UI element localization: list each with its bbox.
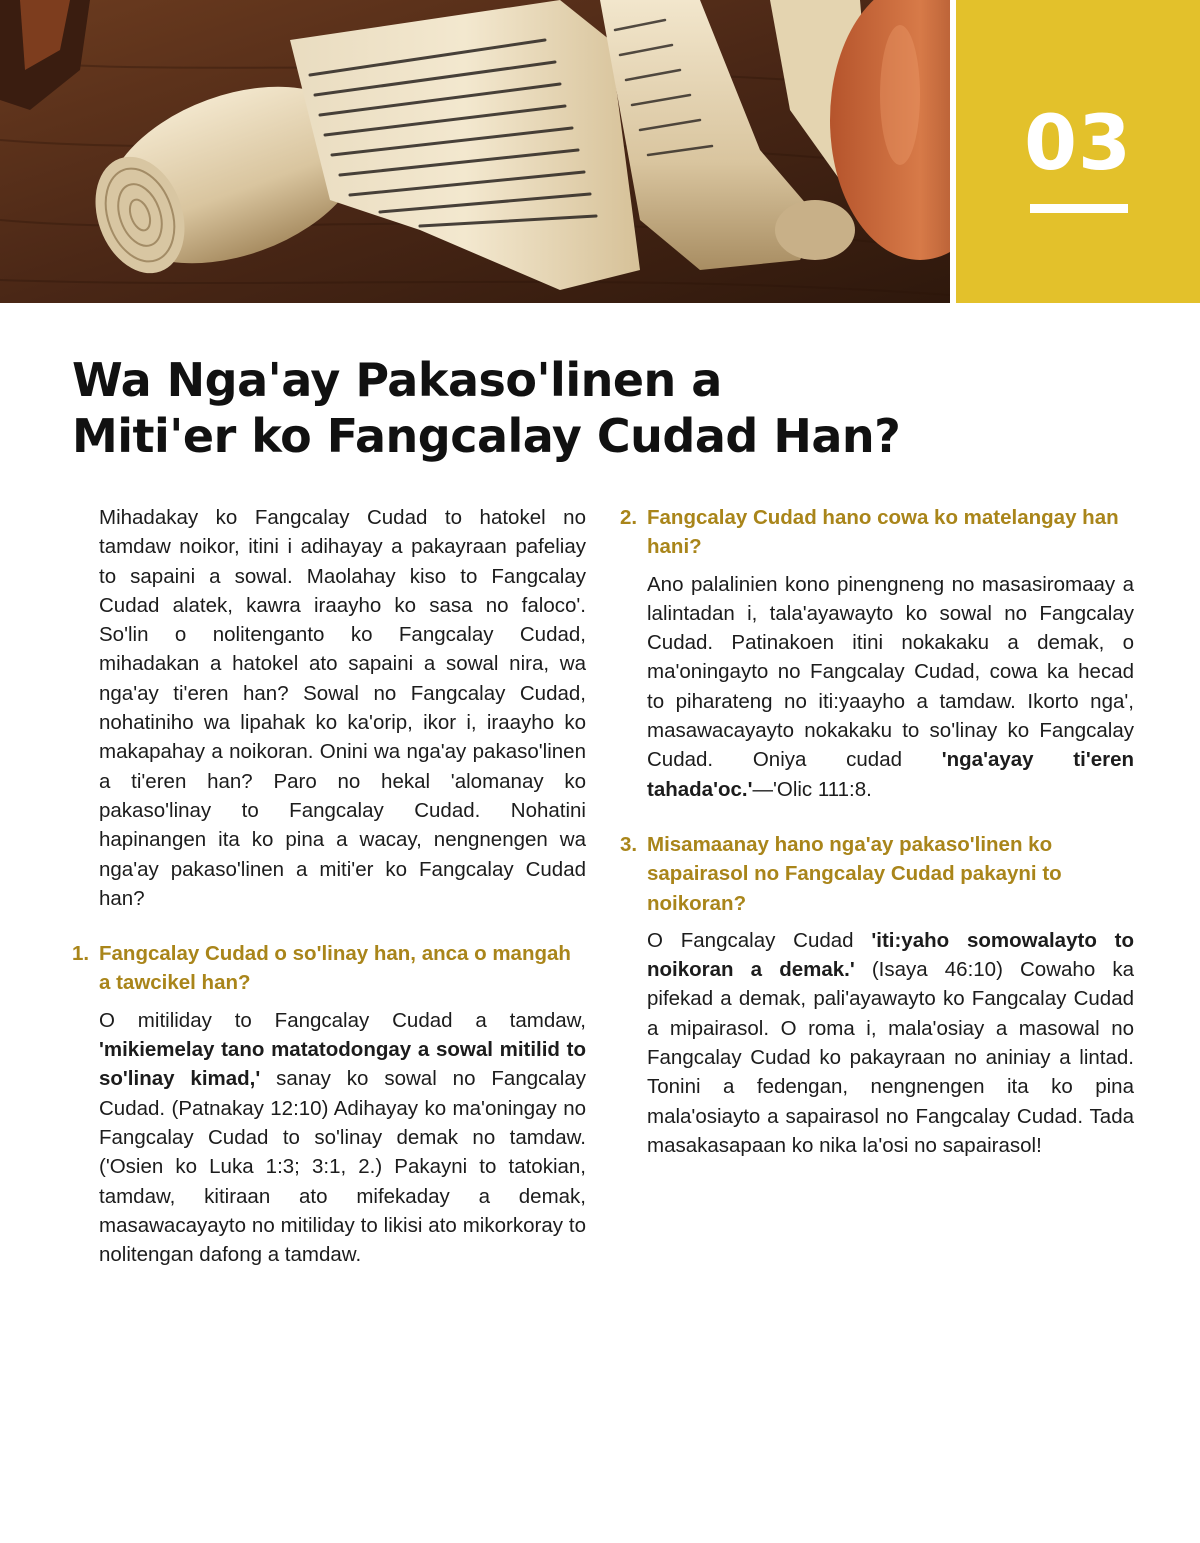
section-1-text-a: O mitiliday to Fangcalay Cudad a tamdaw, bbox=[99, 1008, 586, 1032]
section-3-quote: 'iti:yaho somowalayto to noikoran a demak.' bbox=[647, 928, 1135, 982]
scrolls-illustration bbox=[0, 0, 950, 303]
section-1-body bbox=[99, 1006, 586, 1270]
section-2-question: Fangcalay Cudad hano cowa ko matelangay han hani? bbox=[647, 506, 1119, 559]
right-column bbox=[620, 503, 1134, 1160]
page-title bbox=[72, 352, 972, 464]
section-3-text-a: O Fangcalay Cudad bbox=[647, 928, 872, 952]
chapter-underline bbox=[1030, 204, 1128, 213]
section-3-body bbox=[647, 926, 1134, 1160]
left-column bbox=[72, 503, 586, 1269]
section-3-number: 3. bbox=[620, 832, 638, 856]
section-2-quote: 'nga'ayay ti'eren tahada'oc.' bbox=[647, 748, 1134, 801]
section-3-text-b: (Isaya 46:10) Cowaho ka pifekad a demak, pali'ayawayto ko Fangcalay Cudad a mipairasol. O roma i, mala'osiay a masowal no Fangcalay Cudad ko pakayraan no aniniay a lintad. Tonini a fedengan, nengnengen ita ko pina mala'osiayto a sapairasol no Fangcalay Cudad. Tada masakasapaan ko nika la'osi no sapairasol! bbox=[647, 958, 1134, 1157]
section-1-question: Fangcalay Cudad o so'linay han, anca o mangah a tawcikel han? bbox=[99, 942, 571, 995]
section-3-heading bbox=[620, 830, 1134, 918]
intro-paragraph: Mihadakay ko Fangcalay Cudad to hatokel no tamdaw noikor, itini i adihayay a pakayraan pafeliay to sapaini a sowal. Maolahay kiso to Fangcalay Cudad alatek, kawra iraayho ko sasa no faloco'. So'lin o nolitenganto ko Fangcalay Cudad, mihadakan a hatokel ato sapaini a sowal nira, wa nga'ay ti'eren han? Sowal no Fangcalay Cudad, nohatiniho wa lipahak ko ka'orip, ikor i, iraayho ko makapahay a noikoran. Onini wa nga'ay pakaso'linen a ti'eren han? Paro no hekal 'alomanay ko pakaso'linay to Fangcalay Cudad. Nohatini hapinangen ita ko pina a wacay, nengnengen wa nga'ay pakaso'linen a miti'er ko Fangcalay Cudad han? bbox=[99, 506, 586, 910]
section-3-question: Misamaanay hano nga'ay pakaso'linen ko sapairasol no Fangcalay Cudad pakayni to noikoran? bbox=[647, 832, 1062, 915]
section-2-number: 2. bbox=[620, 506, 638, 529]
section-2-heading bbox=[620, 503, 1134, 562]
section-1-quote: 'mikiemelay tano matatodongay a sowal mitilid to so'linay kimad,' bbox=[99, 1038, 586, 1091]
section-1-number: 1. bbox=[72, 942, 90, 966]
hero-image bbox=[0, 0, 950, 303]
section-2-text-b: —'Olic 111:8. bbox=[752, 777, 872, 801]
section-1-text-b: sanay ko sowal no Fangcalay Cudad. (Patnakay 12:10) Adihayay ko ma'oningay no Fangcalay Cudad to so'linay demak no tamdaw. ('Osien ko Luka 1:3; 3:1, 2.) Pakayni to tatokian, tamdaw, kitiraan ato mifekaday a demak, masawacayayto no mitiliday to likisi ato mikorkoray to nolitengan dafong a tamdaw. bbox=[99, 1067, 586, 1267]
title-line-1: Wa Nga'ay Pakaso'linen a bbox=[72, 353, 722, 407]
section-1-heading bbox=[72, 939, 586, 998]
title-line-2: Miti'er ko Fangcalay Cudad Han? bbox=[72, 409, 901, 463]
chapter-number: 03 bbox=[1024, 98, 1132, 187]
section-2-text-a: Ano palalinien kono pinengneng no masasiromaay a lalintadan i, tala'ayawayto ko sowal no Fangcalay Cudad. Patinakoen itini nokakaku a demak, o ma'oningayto no Fangcalay Cudad, cowa ka hecad to piharateng no iti:yaayho a tamdaw. Ikorto nga', masawacayayto nokakaku to so'linay ko Fangcalay Cudad. Oniya cudad bbox=[647, 572, 1134, 772]
chapter-badge bbox=[956, 0, 1200, 303]
section-2-body bbox=[647, 570, 1134, 804]
